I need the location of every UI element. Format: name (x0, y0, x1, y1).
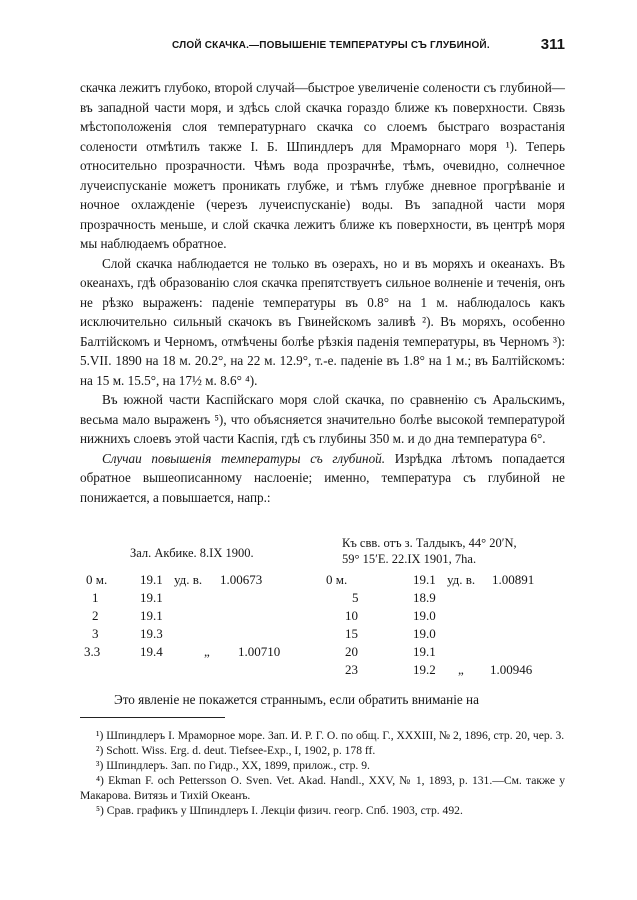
paragraph: Въ южной части Каспійскаго моря слой скачка, по сравненію съ Аральскимъ, весьма мало выраженъ ⁵), что объясняется значительно болѣе высокой температурой нижнихъ слоевъ этой части Каспія, гдѣ съ глубины 350 м. и до дна температура 6°. (80, 392, 565, 446)
main-text (80, 78, 565, 507)
station-right-title-line1: Къ свв. отъ з. Талдыкъ, 44° 20′N, (342, 536, 517, 550)
page-number: 311 (540, 36, 565, 53)
footnote: ¹) Шпиндлеръ І. Мраморное море. Зап. И. Р. Г. О. по общ. Г., XXXIII, № 2, 1896, стр. 20, чер. 3. (96, 729, 565, 742)
paragraph-temperature-increase (80, 449, 565, 508)
italic-lead: Случаи повышенія температуры съ глубиной. (102, 450, 386, 466)
paragraph: скачка лежитъ глубоко, второй случай—быстрое увеличеніе солености съ глубиной—въ западной части моря, и здѣсь слой скачка гораздо ближе къ поверхности. Связь мѣстоположенія слоя температурнаго скачка со слоемъ быстраго возрастанія солености отмѣтилъ также І. Б. Шпиндлеръ для Мраморнаго моря ¹). Теперь относительно прозрачности. Чѣмъ вода прозрачнѣе, тѣмъ, очевидно, солнечное лучеиспусканіе можетъ проникать глубже, и тѣмъ глубже дневное прогрѣваніе и ночное охлажденіе (черезъ лучеиспусканіе) воды. Въ западной части моря прозрачность меньше, и слой скачка лежитъ ближе къ поверхности, въ центрѣ моря мы наблюдаемъ обратное. (80, 80, 565, 251)
footnote: ⁴) Ekman F. och Pettersson O. Sven. Vet. Akad. Handl., XXV, № 1, 1893, p. 131.—См. также у Макарова. Витязь и Тихій Океанъ. (80, 774, 565, 802)
running-head: СЛОЙ СКАЧКА.—ПОВЫШЕНІЕ ТЕМПЕРАТУРЫ СЪ ГЛУБИНОЙ. (172, 40, 490, 51)
closing-line: Это явленіе не покажется страннымъ, если обратить вниманіе на (114, 692, 479, 707)
paragraph: Слой скачка наблюдается не только въ озерахъ, но и въ моряхъ и океанахъ. Въ океанахъ, гдѣ образованію слоя скачка препятствуетъ сильное волненіе и теченія, онъ не рѣзко выраженъ: паденіе температуры въ 0.8° на 1 м. наблюдалось какъ исключительно сильный скачокъ въ Гвинейскомъ заливѣ ²). Въ моряхъ, особенно Балтійскомъ и Черномъ, отмѣчены болѣе рѣзкія паденія температуры, въ Черномъ ³): 5.VII. 1890 на 18 м. 20.2°, на 22 м. 12.9°, т.-е. паденіе въ 1.8° на 1 м.; въ Балтійскомъ: на 15 м. 15.5°, на 17½ м. 8.6° ⁴). (80, 255, 565, 388)
station-observations: Зал. Акбике. 8.IX 1900. Къ свв. отъ з. Талдыкъ, 44° 20′N, 59° 15′E. 22.IX 1901, 7ha. 0 м. 19.1 уд. в. 1.00673 1 19.1 2 19.1 3 19.3 3.3 19.4 „ 1.00710 0 м. 19.1 уд. в. 1.00891 5 18.9 10 19.0 15 19.0 20 19.1 23 19.2 „ 1.00946 (84, 536, 535, 677)
station-right-title-line2: 59° 15′E. 22.IX 1901, 7ha. (342, 552, 477, 566)
paragraph-text: Изрѣдка лѣтомъ попадается обратное вышеописанному наслоеніе; именно, температура съ глубиной не понижается, а повышается, напр.: (80, 450, 565, 505)
footnote: ³) Шпиндлеръ. Зап. по Гидр., XX, 1899, прилож., стр. 9. (96, 759, 370, 772)
station-left-title: Зал. Акбике. 8.IX 1900. (130, 546, 254, 560)
page-header (80, 38, 565, 58)
footnote: ²) Schott. Wiss. Erg. d. deut. Tiefsee-Exp., I, 1902, p. 178 ff. (96, 744, 376, 757)
footnote: ⁵) Срав. графикъ у Шпиндлеръ І. Лекціи физич. геогр. Спб. 1903, стр. 492. (96, 804, 463, 817)
footnotes (80, 728, 565, 818)
footnote-divider (80, 717, 225, 718)
